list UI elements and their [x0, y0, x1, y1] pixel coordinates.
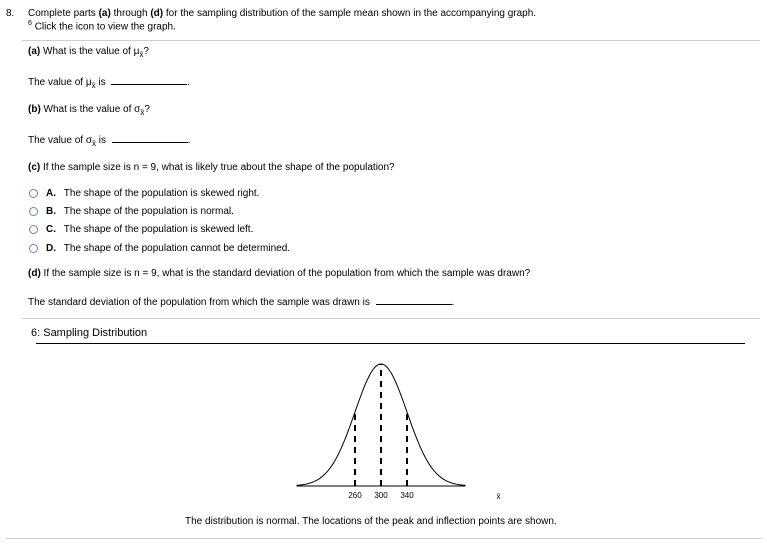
part-b-answer: The value of $\sigma_{x̄}$ is . [28, 132, 191, 146]
part-a-question: (a) What is the value of $\mu_{x̄}$? [28, 46, 149, 59]
bottom-divider [6, 538, 762, 539]
part-b-answer-field[interactable] [112, 132, 188, 143]
question-intro: Complete parts (a) through (d) for the sampling distribution of the sample mean shown in the accompanying graph. [28, 8, 537, 19]
tick-label-300: 300 [374, 491, 388, 500]
graph-link[interactable] [28, 20, 176, 32]
option-c-radio[interactable] [29, 225, 38, 234]
part-d-answer-field[interactable] [376, 294, 452, 305]
part-d-question: (d) If the sample size is n = 9, what is the standard deviation of the population from which the sample was drawn? [28, 268, 531, 279]
part-d-answer: The standard deviation of the population from which the sample was drawn is . [28, 294, 454, 308]
figure-caption: The distribution is normal. The locations of the peak and inflection points are shown. [185, 516, 557, 527]
section-divider [22, 318, 760, 319]
part-a-answer-field[interactable] [111, 74, 187, 85]
figure-title-rule [36, 343, 745, 344]
option-a[interactable]: A. The shape of the population is skewed right. [46, 188, 260, 199]
tick-label-260: 260 [348, 491, 362, 500]
x-axis-label: x̄ [496, 492, 501, 501]
option-c[interactable]: C. The shape of the population is skewed left. [46, 224, 254, 235]
option-b[interactable]: B. The shape of the population is normal. [46, 206, 234, 217]
figure-title: 6: Sampling Distribution [31, 327, 148, 339]
part-a-answer: The value of $\mu_{x̄}$ is . [28, 74, 190, 88]
part-c-question: (c) If the sample size is n = 9, what is likely true about the shape of the population? [28, 162, 395, 173]
click-text: Click the icon to view the graph. [34, 21, 176, 33]
option-a-radio[interactable] [29, 189, 38, 198]
question-number: 8. [6, 8, 15, 19]
footnote-superscript: 6 [28, 20, 32, 27]
option-d[interactable]: D. The shape of the population cannot be determined. [46, 243, 291, 254]
header-divider [22, 40, 760, 41]
option-d-radio[interactable] [29, 244, 38, 253]
normal-curve [297, 364, 466, 485]
tick-label-340: 340 [400, 491, 414, 500]
option-b-radio[interactable] [29, 207, 38, 216]
part-b-question: (b) What is the value of $\sigma_{x̄}$? [28, 104, 150, 117]
